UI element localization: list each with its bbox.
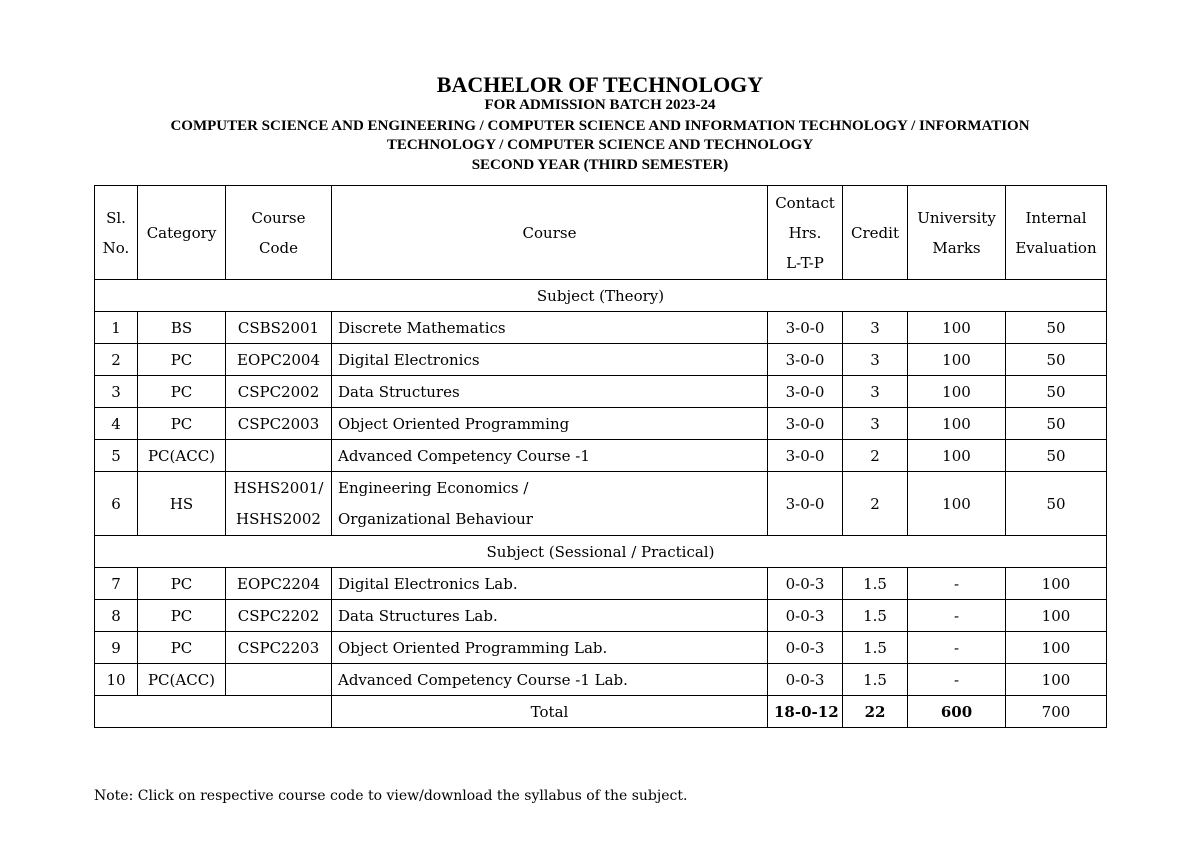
table-row xyxy=(95,408,1107,440)
cell-credit: 2 xyxy=(843,472,908,536)
table-row xyxy=(95,600,1107,632)
cell-ltp: 0-0-3 xyxy=(768,664,843,696)
cell-sl: 9 xyxy=(95,632,138,664)
col-header-course-code: Course Code xyxy=(226,186,332,280)
cell-category: PC xyxy=(138,376,226,408)
cell-university-marks: - xyxy=(908,568,1006,600)
course-code-link[interactable]: EOPC2004 xyxy=(237,350,320,369)
cell-category: PC xyxy=(138,600,226,632)
cell-sl: 4 xyxy=(95,408,138,440)
cell-course: Digital Electronics Lab. xyxy=(332,568,768,600)
cell-ltp: 0-0-3 xyxy=(768,600,843,632)
col-header-category: Category xyxy=(138,186,226,280)
cell-category: HS xyxy=(138,472,226,536)
cell-course-code[interactable] xyxy=(226,344,332,376)
cell-course-code[interactable] xyxy=(226,312,332,344)
col-header-university-marks: University Marks xyxy=(908,186,1006,280)
cell-credit: 3 xyxy=(843,376,908,408)
cell-course: Data Structures xyxy=(332,376,768,408)
cell-internal: 50 xyxy=(1006,376,1107,408)
cell-course: Digital Electronics xyxy=(332,344,768,376)
cell-course: Discrete Mathematics xyxy=(332,312,768,344)
document-title: BACHELOR OF TECHNOLOGY xyxy=(436,72,764,97)
cell-course: Engineering Economics / Organizational Behaviour xyxy=(332,472,768,536)
programs-line-2: TECHNOLOGY / COMPUTER SCIENCE AND TECHNOLOGY xyxy=(386,137,814,153)
cell-course-code[interactable] xyxy=(226,568,332,600)
cell-sl: 5 xyxy=(95,440,138,472)
cell-ltp: 3-0-0 xyxy=(768,472,843,536)
cell-course: Object Oriented Programming Lab. xyxy=(332,632,768,664)
col-header-internal-evaluation: Internal Evaluation xyxy=(1006,186,1107,280)
course-code-link[interactable]: CSPC2002 xyxy=(237,382,320,401)
cell-sl: 3 xyxy=(95,376,138,408)
cell-internal: 50 xyxy=(1006,312,1107,344)
cell-category: PC(ACC) xyxy=(138,440,226,472)
table-row xyxy=(95,376,1107,408)
cell-internal: 100 xyxy=(1006,568,1107,600)
table-row xyxy=(95,472,1107,536)
section-row-theory xyxy=(95,280,1107,312)
section-label-practical: Subject (Sessional / Practical) xyxy=(95,536,1107,568)
cell-credit: 3 xyxy=(843,344,908,376)
course-schedule-table xyxy=(94,185,1107,728)
cell-credit: 1.5 xyxy=(843,664,908,696)
cell-course-code[interactable] xyxy=(226,472,332,536)
col-header-contact-hours: Contact Hrs. L-T-P xyxy=(768,186,843,280)
cell-internal: 50 xyxy=(1006,472,1107,536)
total-credit: 22 xyxy=(843,696,908,728)
cell-sl: 8 xyxy=(95,600,138,632)
table-row xyxy=(95,664,1107,696)
cell-course: Advanced Competency Course -1 xyxy=(332,440,768,472)
admission-batch: FOR ADMISSION BATCH 2023-24 xyxy=(484,97,716,113)
cell-internal: 50 xyxy=(1006,408,1107,440)
table-row xyxy=(95,440,1107,472)
cell-university-marks: 100 xyxy=(908,312,1006,344)
cell-internal: 100 xyxy=(1006,600,1107,632)
total-label: Total xyxy=(332,696,768,728)
course-code-link[interactable]: CSPC2202 xyxy=(237,606,320,625)
cell-ltp: 0-0-3 xyxy=(768,632,843,664)
semester-title: SECOND YEAR (THIRD SEMESTER) xyxy=(471,157,729,173)
table-row xyxy=(95,568,1107,600)
course-code-link[interactable]: CSPC2203 xyxy=(237,638,320,657)
cell-sl: 7 xyxy=(95,568,138,600)
cell-university-marks: 100 xyxy=(908,376,1006,408)
cell-credit: 1.5 xyxy=(843,600,908,632)
cell-internal: 100 xyxy=(1006,664,1107,696)
cell-ltp: 3-0-0 xyxy=(768,376,843,408)
cell-course-code[interactable] xyxy=(226,600,332,632)
cell-category: PC xyxy=(138,408,226,440)
section-label-theory: Subject (Theory) xyxy=(95,280,1107,312)
cell-course-code[interactable] xyxy=(226,376,332,408)
cell-credit: 3 xyxy=(843,312,908,344)
total-university-marks: 600 xyxy=(908,696,1006,728)
cell-course-code xyxy=(226,440,332,472)
course-code-link[interactable]: EOPC2204 xyxy=(237,574,320,593)
total-row xyxy=(95,696,1107,728)
total-internal: 700 xyxy=(1006,696,1107,728)
programs-line-1: COMPUTER SCIENCE AND ENGINEERING / COMPUTER SCIENCE AND INFORMATION TECHNOLOGY / INFORMATION xyxy=(170,118,1030,134)
cell-ltp: 0-0-3 xyxy=(768,568,843,600)
cell-sl: 6 xyxy=(95,472,138,536)
course-code-link[interactable]: CSPC2003 xyxy=(237,414,320,433)
cell-credit: 3 xyxy=(843,408,908,440)
cell-category: PC xyxy=(138,568,226,600)
table-row xyxy=(95,632,1107,664)
syllabus-note: Note: Click on respective course code to view/download the syllabus of the subject. xyxy=(94,788,688,804)
cell-ltp: 3-0-0 xyxy=(768,440,843,472)
cell-credit: 1.5 xyxy=(843,568,908,600)
cell-ltp: 3-0-0 xyxy=(768,408,843,440)
cell-internal: 50 xyxy=(1006,344,1107,376)
cell-university-marks: 100 xyxy=(908,344,1006,376)
cell-sl: 1 xyxy=(95,312,138,344)
cell-course: Data Structures Lab. xyxy=(332,600,768,632)
cell-university-marks: - xyxy=(908,600,1006,632)
cell-sl: 10 xyxy=(95,664,138,696)
cell-university-marks: - xyxy=(908,664,1006,696)
cell-category: PC xyxy=(138,632,226,664)
cell-category: PC xyxy=(138,344,226,376)
cell-university-marks: - xyxy=(908,632,1006,664)
cell-course: Object Oriented Programming xyxy=(332,408,768,440)
cell-course-code[interactable] xyxy=(226,408,332,440)
cell-ltp: 3-0-0 xyxy=(768,312,843,344)
course-code-link[interactable]: HSHS2001/ xyxy=(233,478,324,497)
cell-internal: 50 xyxy=(1006,440,1107,472)
total-blank-cell xyxy=(95,696,332,728)
course-code-link[interactable]: HSHS2002 xyxy=(236,509,321,528)
cell-university-marks: 100 xyxy=(908,472,1006,536)
table-row xyxy=(95,344,1107,376)
col-header-sl-no: Sl. No. xyxy=(95,186,138,280)
cell-course-code xyxy=(226,664,332,696)
table-header-row xyxy=(95,186,1107,280)
cell-internal: 100 xyxy=(1006,632,1107,664)
cell-credit: 2 xyxy=(843,440,908,472)
cell-category: PC(ACC) xyxy=(138,664,226,696)
total-ltp: 18-0-12 xyxy=(768,696,843,728)
table-row xyxy=(95,312,1107,344)
cell-university-marks: 100 xyxy=(908,408,1006,440)
cell-sl: 2 xyxy=(95,344,138,376)
cell-category: BS xyxy=(138,312,226,344)
cell-course: Advanced Competency Course -1 Lab. xyxy=(332,664,768,696)
col-header-course: Course xyxy=(332,186,768,280)
cell-university-marks: 100 xyxy=(908,440,1006,472)
section-row-practical xyxy=(95,536,1107,568)
cell-ltp: 3-0-0 xyxy=(768,344,843,376)
course-code-link[interactable]: CSBS2001 xyxy=(237,318,320,337)
cell-credit: 1.5 xyxy=(843,632,908,664)
cell-course-code[interactable] xyxy=(226,632,332,664)
col-header-credit: Credit xyxy=(843,186,908,280)
